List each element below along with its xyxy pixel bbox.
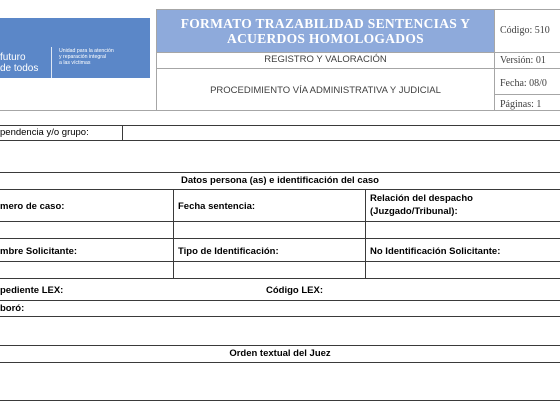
fecha-meta: Fecha: 08/0 xyxy=(500,78,547,89)
header-divider xyxy=(156,9,560,10)
header-divider xyxy=(0,110,560,111)
form-row-border xyxy=(0,345,560,346)
relacion-despacho-label: Relación del despacho xyxy=(370,193,473,204)
logo-slogan: futuro de todos xyxy=(0,52,39,74)
logo-entity-name: Unidad para la atención y reparación integral a las víctimas xyxy=(59,48,114,67)
numero-caso-field[interactable] xyxy=(0,222,173,237)
fecha-sentencia-label: Fecha sentencia: xyxy=(178,201,256,212)
tipo-identificacion-label: Tipo de Identificación: xyxy=(178,246,279,257)
dependencia-label: pendencia y/o grupo: xyxy=(0,127,89,138)
form-row-border xyxy=(0,238,560,239)
tipo-identificacion-field[interactable] xyxy=(174,262,365,277)
dependencia-field[interactable] xyxy=(123,126,560,139)
form-row-border xyxy=(0,189,560,190)
form-row-border xyxy=(0,140,560,141)
entity-logo-banner xyxy=(0,18,150,78)
logo-divider xyxy=(51,47,52,81)
orden-textual-title: Orden textual del Juez xyxy=(229,348,331,359)
section-title-datos: Datos persona (as) e identificación del caso xyxy=(181,175,379,186)
no-identificacion-field[interactable] xyxy=(366,262,560,277)
form-row-border xyxy=(0,300,560,301)
form-row-border xyxy=(0,400,560,401)
paginas-meta: Páginas: 1 xyxy=(500,99,542,110)
elaboro-label: boró: xyxy=(0,303,25,314)
nombre-solicitante-label: mbre Solicitante: xyxy=(0,246,78,257)
orden-textual-field[interactable] xyxy=(0,363,560,399)
document-title-cell xyxy=(157,10,494,52)
header-divider xyxy=(156,9,157,110)
subtitle-procedimiento: PROCEDIMIENTO VÍA ADMINISTRATIVA Y JUDICIAL xyxy=(210,85,441,96)
header-divider xyxy=(156,68,560,69)
nombre-solicitante-field[interactable] xyxy=(0,262,173,277)
codigo-meta: Código: 510 xyxy=(500,25,550,36)
header-divider xyxy=(156,52,560,53)
form-row-border xyxy=(0,172,560,173)
document-title: FORMATO TRAZABILIDAD SENTENCIAS Y ACUERDOS HOMOLOGADOS xyxy=(180,16,471,46)
codigo-lex-label: Código LEX: xyxy=(266,285,323,296)
form-col-border xyxy=(365,189,366,278)
relacion-despacho-field[interactable] xyxy=(366,222,560,237)
version-meta: Versión: 01 xyxy=(500,55,546,66)
fecha-sentencia-field[interactable] xyxy=(174,222,365,237)
form-col-border xyxy=(173,189,174,278)
expediente-lex-label: pediente LEX: xyxy=(0,285,64,296)
no-identificacion-label: No Identificación Solicitante: xyxy=(370,246,501,257)
form-row-border xyxy=(0,316,560,317)
relacion-despacho-label-2: (Juzgado/Tribunal): xyxy=(370,206,458,217)
subtitle-registro: REGISTRO Y VALORACIÓN xyxy=(264,54,387,65)
header-divider xyxy=(494,94,560,95)
form-row-border xyxy=(0,278,560,279)
numero-caso-label: mero de caso: xyxy=(0,201,65,212)
